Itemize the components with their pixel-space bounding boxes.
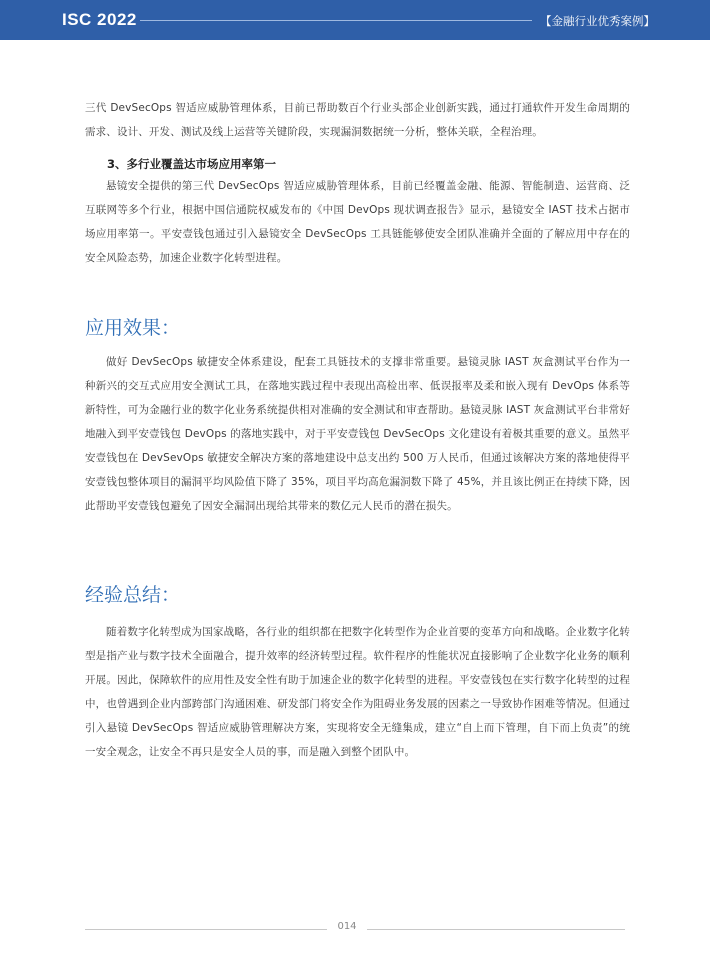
summary-section-title: 经验总结：	[85, 584, 181, 606]
page-number: 014	[337, 921, 357, 932]
header-title: ISC 2022	[62, 10, 137, 29]
header-divider	[140, 20, 532, 21]
intro-paragraph: 三代 DevSecOps 智适应威胁管理体系，目前已帮助数百个行业头部企业创新实践，通过打通软件开发生命周期的需求、设计、开发、测试及线上运营等关键阶段，实现漏洞数据统一分析，整体关联，全程治理。	[85, 102, 630, 138]
footer-divider-left	[85, 929, 327, 930]
summary-paragraph: 随着数字化转型成为国家战略，各行业的组织都在把数字化转型作为企业首要的变革方向和战略。企业数字化转型是指产业与数字技术全面融合，提升效率的经济转型过程。软件程序的性能状况直接影响了企业数字化业务的顺利开展。因此，保障软件的应用性及安全性有助于加速企业的数字化转型的进程。平安壹钱包在实行数字化转型的过程中，也曾遇到企业内部跨部门沟通困难、研发部门将安全作为阻碍业务发展的因素之一导致协作困难等情况。但通过引入悬镜 DevSecOps 智适应威胁管理解决方案，实现将安全无缝集成，建立“自上而下管理，自下而上负责”的统一安全观念，让安全不再只是安全人员的事，而是融入到整个团队中。	[85, 626, 630, 758]
header-category-tag: 【金融行业优秀案例】	[540, 14, 655, 28]
footer-divider-right	[367, 929, 625, 930]
market-subheading: 3、多行业覆盖达市场应用率第一	[107, 157, 276, 171]
effect-paragraph: 做好 DevSecOps 敏捷安全体系建设，配套工具链技术的支撑非常重要。悬镜灵脉 IAST 灰盒测试平台作为一种新兴的交互式应用安全测试工具，在落地实践过程中表现出高检出率、低误报率及柔和嵌入现有 DevOps 体系等新特性，可为金融行业的数字化业务系统提供相对准确的安全测试和审查帮助。悬镜灵脉 IAST 灰盒测试平台非常好地融入到平安壹钱包 DevOps 的落地实践中，对于平安壹钱包 DevSecOps 文化建设有着极其重要的意义。虽然平安壹钱包在 DevSevOps 敏捷安全解决方案的落地建设中总支出约 500 万人民币，但通过该解决方案的落地使得平安壹钱包整体项目的漏洞平均风险值下降了 35%，项目平均高危漏洞数下降了 45%，并且该比例正在持续下降，因此帮助平安壹钱包避免了因安全漏洞出现给其带来的数亿元人民币的潜在损失。	[85, 356, 630, 512]
effect-section-title: 应用效果：	[85, 317, 181, 339]
market-paragraph: 悬镜安全提供的第三代 DevSecOps 智适应威胁管理体系，目前已经覆盖金融、能源、智能制造、运营商、泛互联网等多个行业，根据中国信通院权威发布的《中国 DevOps 现状调查报告》显示，悬镜安全 IAST 技术占据市场应用率第一。平安壹钱包通过引入悬镜安全 DevSecOps 工具链能够使安全团队准确并全面的了解应用中存在的安全风险态势，加速企业数字化转型进程。	[85, 180, 630, 264]
page-header-bar	[0, 0, 710, 40]
